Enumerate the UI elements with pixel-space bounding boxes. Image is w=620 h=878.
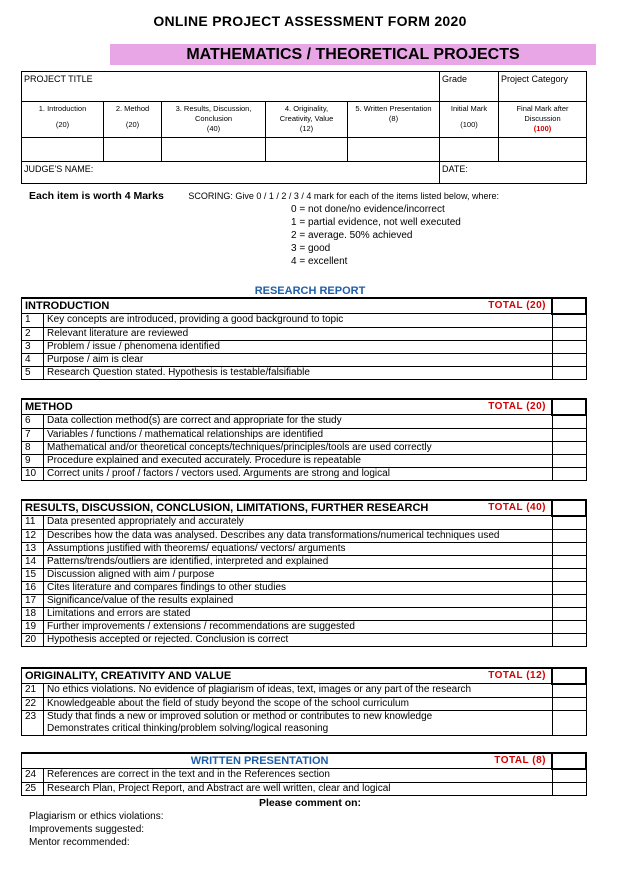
form-title: ONLINE PROJECT ASSESSMENT FORM 2020	[153, 13, 467, 29]
criterion-final-mark: Final Mark after Discussion (100)	[499, 102, 587, 138]
score-cell[interactable]	[552, 366, 586, 379]
score-cell[interactable]	[552, 415, 586, 429]
score-method[interactable]	[104, 138, 162, 162]
section-title: METHOD TOTAL (20)	[22, 399, 553, 415]
legend-item: 4 = excellent	[291, 256, 348, 267]
section-title: RESULTS, DISCUSSION, CONCLUSION, LIMITATIONS, FURTHER RESEARCH TOTAL (40)	[22, 500, 553, 516]
score-cell[interactable]	[552, 555, 586, 568]
legend-item: 2 = average. 50% achieved	[291, 230, 413, 241]
section-total-box[interactable]	[552, 500, 586, 516]
table-row: 23 Study that finds a new or improved solution or method or contributes to new knowledge Demonstrates critical thinking/problem solving/logical reasoning	[22, 710, 587, 735]
score-cell[interactable]	[552, 441, 586, 454]
score-cell[interactable]	[552, 633, 586, 646]
section-method	[21, 398, 587, 481]
legend-item: 3 = good	[291, 243, 331, 254]
table-row: 6 Data collection method(s) are correct and appropriate for the study	[22, 415, 587, 429]
section-total-box[interactable]	[552, 668, 586, 684]
score-cell[interactable]	[552, 769, 586, 783]
table-row: 13 Assumptions justified with theorems/ equations/ vectors/ arguments	[22, 542, 587, 555]
score-cell[interactable]	[552, 529, 586, 542]
legend-item: 0 = not done/no evidence/incorrect	[291, 204, 445, 215]
table-row: 10 Correct units / proof / factors / vectors used. Arguments are strong and logical	[22, 467, 587, 480]
score-cell[interactable]	[552, 327, 586, 340]
scoring-legend	[291, 203, 589, 268]
plagiarism-comment[interactable]: Plagiarism or ethics violations:	[29, 811, 164, 822]
section-introduction	[21, 297, 587, 380]
score-cell[interactable]	[552, 594, 586, 607]
section-title: ORIGINALITY, CREATIVITY AND VALUE TOTAL (12)	[22, 668, 553, 684]
scoring-instructions	[29, 190, 589, 268]
project-title-field[interactable]: PROJECT TITLE	[22, 72, 440, 102]
score-final-mark[interactable]	[499, 138, 587, 162]
judge-name-field[interactable]: JUDGE'S NAME:	[22, 162, 440, 184]
comment-fields	[29, 810, 164, 849]
table-row: 5 Research Question stated. Hypothesis is testable/falsifiable	[22, 366, 587, 379]
table-row: 22 Knowledgeable about the field of study beyond the scope of the school curriculum	[22, 697, 587, 710]
criterion-introduction: 1. Introduction (20)	[22, 102, 104, 138]
criterion-initial-mark: Initial Mark (100)	[440, 102, 499, 138]
table-row: 17 Significance/value of the results explained	[22, 594, 587, 607]
research-report-heading: RESEARCH REPORT	[254, 285, 366, 297]
comment-heading: Please comment on:	[258, 797, 362, 809]
criterion-written: 5. Written Presentation (8)	[348, 102, 440, 138]
score-cell[interactable]	[552, 710, 586, 735]
table-row: 20 Hypothesis accepted or rejected. Conclusion is correct	[22, 633, 587, 646]
score-results[interactable]	[162, 138, 266, 162]
score-cell[interactable]	[552, 353, 586, 366]
table-row: 24 References are correct in the text and in the References section	[22, 769, 587, 783]
table-row: 21 No ethics violations. No evidence of plagiarism of ideas, text, images or any part of the research	[22, 684, 587, 698]
item-worth: Each item is worth 4 Marks	[29, 190, 164, 202]
table-row: 11 Data presented appropriately and accurately	[22, 516, 587, 530]
table-row: 16 Cites literature and compares findings to other studies	[22, 581, 587, 594]
improvements-comment[interactable]: Improvements suggested:	[29, 824, 145, 835]
table-row: 25 Research Plan, Project Report, and Abstract are well written, clear and logical	[22, 782, 587, 795]
table-row: 12 Describes how the data was analysed. Describes any data transformations/numerical techniques used	[22, 529, 587, 542]
score-cell[interactable]	[552, 697, 586, 710]
project-category-field[interactable]: Project Category	[499, 72, 587, 102]
section-title: WRITTEN PRESENTATION TOTAL (8)	[22, 753, 553, 769]
score-written[interactable]	[348, 138, 440, 162]
section-title: INTRODUCTION TOTAL (20)	[22, 298, 553, 314]
table-row: 15 Discussion aligned with aim / purpose	[22, 568, 587, 581]
score-cell[interactable]	[552, 581, 586, 594]
score-cell[interactable]	[552, 467, 586, 480]
section-written-presentation	[21, 752, 587, 796]
score-cell[interactable]	[552, 340, 586, 353]
score-cell[interactable]	[552, 607, 586, 620]
score-cell[interactable]	[552, 782, 586, 795]
score-cell[interactable]	[552, 568, 586, 581]
legend-item: 1 = partial evidence, not well executed	[291, 217, 461, 228]
mentor-comment[interactable]: Mentor recommended:	[29, 837, 130, 848]
date-field[interactable]: DATE:	[440, 162, 587, 184]
category-title: MATHEMATICS / THEORETICAL PROJECTS	[110, 44, 596, 65]
table-row: 18 Limitations and errors are stated	[22, 607, 587, 620]
grade-field[interactable]: Grade	[440, 72, 499, 102]
score-cell[interactable]	[552, 516, 586, 530]
table-row: 2 Relevant literature are reviewed	[22, 327, 587, 340]
score-originality[interactable]	[266, 138, 348, 162]
score-cell[interactable]	[552, 428, 586, 441]
score-cell[interactable]	[552, 684, 586, 698]
table-row: 9 Procedure explained and executed accurately. Procedure is repeatable	[22, 454, 587, 467]
section-total-box[interactable]	[552, 753, 586, 769]
table-row: 3 Problem / issue / phenomena identified	[22, 340, 587, 353]
table-row: 4 Purpose / aim is clear	[22, 353, 587, 366]
table-row: 14 Patterns/trends/outliers are identified, interpreted and explained	[22, 555, 587, 568]
table-row: 8 Mathematical and/or theoretical concepts/techniques/principles/tools are used correctly	[22, 441, 587, 454]
score-cell[interactable]	[552, 454, 586, 467]
table-row: 19 Further improvements / extensions / recommendations are suggested	[22, 620, 587, 633]
section-results	[21, 499, 587, 647]
score-cell[interactable]	[552, 314, 586, 328]
criterion-results: 3. Results, Discussion, Conclusion (40)	[162, 102, 266, 138]
project-header-table	[21, 71, 587, 184]
score-cell[interactable]	[552, 620, 586, 633]
scoring-text: SCORING: Give 0 / 1 / 2 / 3 / 4 mark for each of the items listed below, where:	[188, 191, 499, 201]
score-cell[interactable]	[552, 542, 586, 555]
table-row: 1 Key concepts are introduced, providing a good background to topic	[22, 314, 587, 328]
section-originality	[21, 667, 587, 736]
score-initial-mark[interactable]	[440, 138, 499, 162]
score-introduction[interactable]	[22, 138, 104, 162]
section-total-box[interactable]	[552, 399, 586, 415]
criterion-method: 2. Method (20)	[104, 102, 162, 138]
table-row: 7 Variables / functions / mathematical relationships are identified	[22, 428, 587, 441]
section-total-box[interactable]	[552, 298, 586, 314]
criterion-originality: 4. Originality, Creativity, Value (12)	[266, 102, 348, 138]
